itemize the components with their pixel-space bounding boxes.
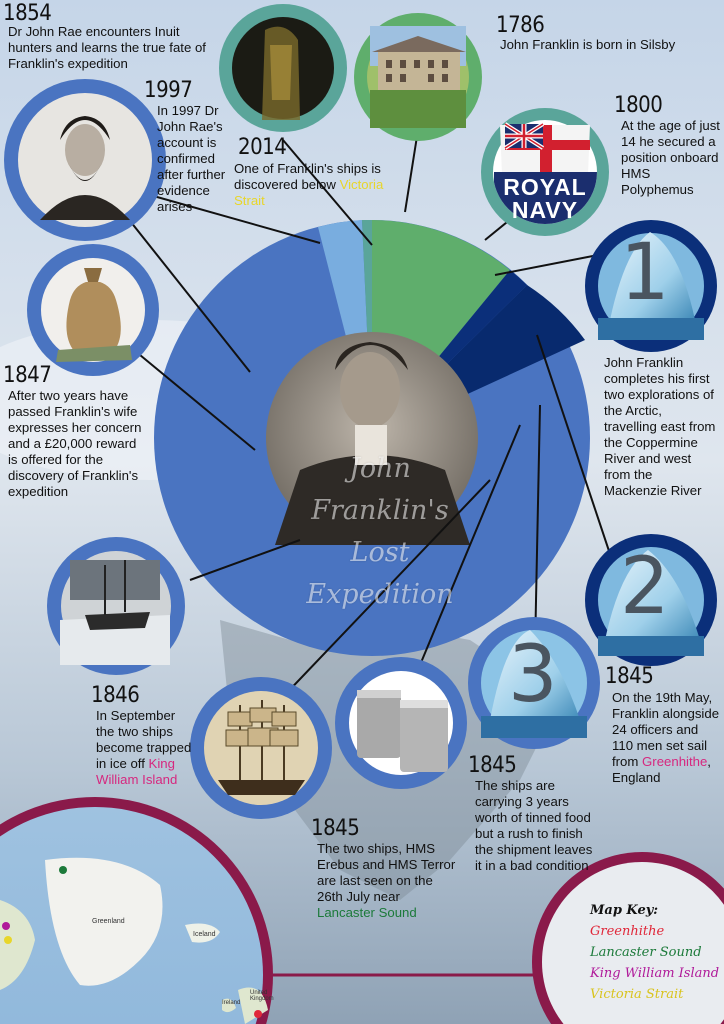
event-text-1847: After two years have passed Franklin's wife expresses her concern and a £20,000 reward is offered for the discovery of Franklin's expedition <box>8 388 142 499</box>
title-line-2: Franklin's <box>311 495 449 526</box>
royal-navy-word-2: NAVY <box>511 197 579 223</box>
event-text-1846: In September the two ships become trapped in ice off King William Island <box>96 708 192 787</box>
place-greenhithe: Greenhithe <box>642 754 708 769</box>
title-line-1: John <box>349 453 411 484</box>
map-label-greenland: Greenland <box>92 918 125 925</box>
event-year-1845-food: 1845 <box>468 753 517 778</box>
event-year-1845-last-seen: 1845 <box>311 816 360 841</box>
title-line-3: Lost <box>350 537 410 568</box>
royal-navy-word-1: ROYAL <box>503 174 587 200</box>
map-key-victoria-strait: Victoria Strait <box>590 987 684 1002</box>
event-text-explorations: John Franklin completes his first two explorations of the Arctic, travelling east from the Coppermine River and west from the Mackenzie River <box>604 355 716 498</box>
event-year-1997: 1997 <box>144 78 193 103</box>
event-year-1846: 1846 <box>91 683 140 708</box>
iceberg-number-1: 1 <box>620 228 670 318</box>
title-line-4: Expedition <box>306 579 454 610</box>
event-text-1854: Dr John Rae encounters Inuit hunters and learns the true fate of Franklin's expedition <box>8 24 206 71</box>
map-key-king-william-island: King William Island <box>590 966 720 981</box>
map-label-united-kingdom: United Kingdom <box>250 990 274 1002</box>
page-title <box>280 448 480 616</box>
place-victoria-strait: Victoria Strait <box>234 177 384 208</box>
event-year-1847: 1847 <box>3 363 52 388</box>
event-year-1786: 1786 <box>496 13 545 38</box>
event-text-1845-last-seen: The two ships, HMS Erebus and HMS Terror are last seen on the 26th July near Lancaster Sound <box>317 841 456 920</box>
event-text-1845-food: The ships are carrying 3 years worth of tinned food but a rush to finish the shipment leaves it in a bad condition <box>475 778 593 873</box>
place-lancaster-sound: Lancaster Sound <box>317 905 417 920</box>
event-year-2014: 2014 <box>238 135 287 160</box>
map-key-lancaster-sound: Lancaster Sound <box>590 945 702 960</box>
event-text-2014: One of Franklin's ships is discovered below Victoria Strait <box>234 161 384 208</box>
iceberg-number-3: 3 <box>508 630 558 720</box>
map-label-ireland: Ireland <box>222 1000 241 1006</box>
iceberg-number-2: 2 <box>620 542 670 632</box>
event-text-1845-sail: On the 19th May, Franklin alongside 24 officers and 110 men set sail from Greenhithe, England <box>612 690 720 785</box>
map-key-greenhithe: Greenhithe <box>590 924 665 939</box>
event-year-1845-sail: 1845 <box>605 664 654 689</box>
map-label-iceland: Iceland <box>193 931 216 938</box>
event-text-1800: At the age of just 14 he secured a position onboard HMS Polyphemus <box>621 118 720 197</box>
event-text-1997: In 1997 Dr John Rae's account is confirmed after further evidence arises <box>157 103 226 214</box>
place-king-william-island: King William Island <box>96 756 178 787</box>
map-key <box>590 900 724 1005</box>
map-key-title: Map Key: <box>590 903 659 918</box>
event-year-1800: 1800 <box>614 93 663 118</box>
event-text-1786: John Franklin is born in Silsby <box>500 37 676 52</box>
event-year-1854: 1854 <box>3 1 52 26</box>
